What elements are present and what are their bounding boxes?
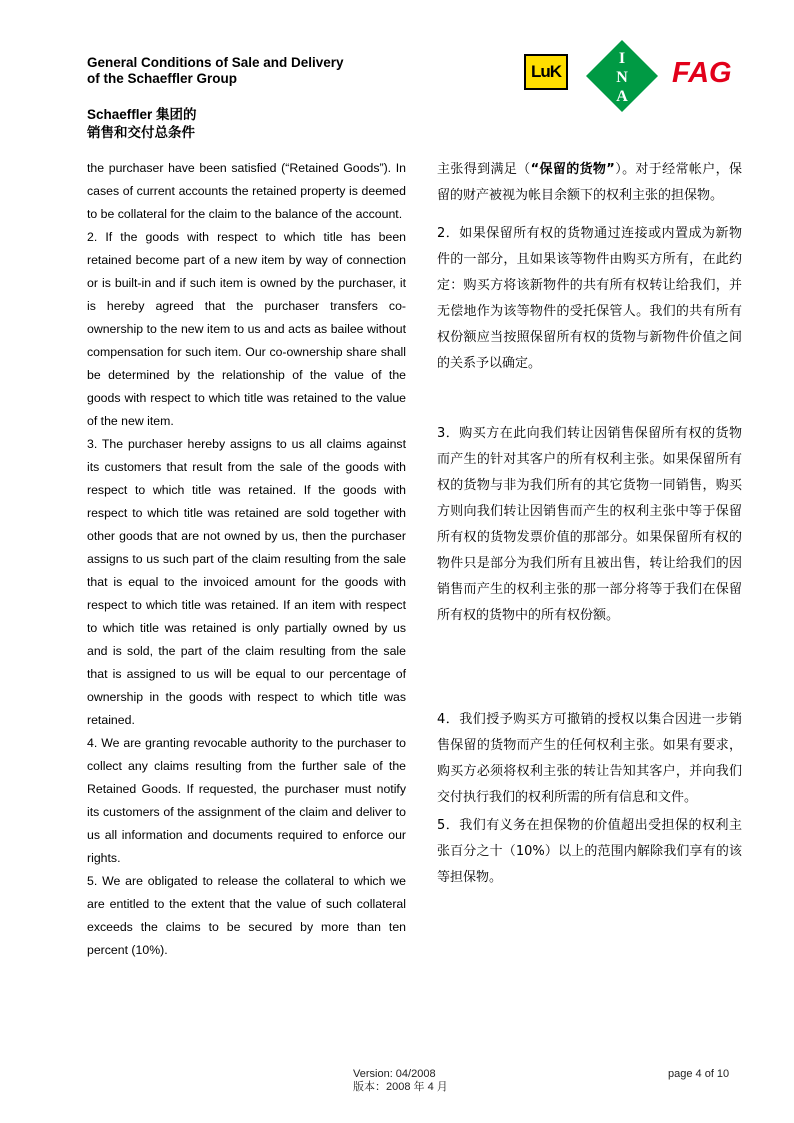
cn-paragraph-5: 5．我们有义务在担保物的价值超出受担保的权利主张百分之十（10%）以上的范围内解除我们享有的该等担保物。 — [437, 818, 742, 885]
page-number: page 4 of 10 — [668, 1068, 730, 1080]
cn-paragraph-1 — [437, 157, 742, 209]
cn-paragraph-3: 3．购买方在此向我们转让因销售保留所有权的货物而产生的针对其客户的所有权利主张。如果保留所有权的货物与非为我们所有的其它货物一同销售，购买方则向我们转让因销售而产生的权利主张中等于保留所有权的货物发票价值的那部分。如果保留所有权的物件只是部分为我们所有且被出售，转让给我们的因销售而产生的权利主张的那一部分将等于我们在保留所有权的货物中的所有权份额。 — [437, 426, 742, 623]
cn-p1-pre: 主张得到满足（ — [437, 162, 531, 177]
version-text: Version: 04/2008 — [353, 1068, 436, 1080]
luk-logo: LuK — [524, 54, 568, 90]
cn-paragraph-4: 4．我们授予购买方可撤销的授权以集合因进一步销售保留的货物而产生的任何权利主张。如果有要求，购买方必须将权利主张的转让告知其客户，并向我们交付执行我们的权利所需的所有信息和文件。 — [437, 712, 742, 805]
cn-p1-bold: “保留的货物” — [530, 162, 615, 177]
ina-letter-n: N — [616, 69, 628, 86]
brand-logos — [524, 40, 746, 110]
fag-logo: FAG — [672, 57, 732, 89]
cn-p1-post: ）。对于经常帐户，保留的财产被视为帐目余额下的权利主张的担保物。 — [437, 162, 742, 203]
cn-paragraph-2: 2．如果保留所有权的货物通过连接或内置成为新物件的一部分，且如果该等物件由购买方所有，在此约定：购买方将该新物件的共有所有权转让给我们，并无偿地作为该等物件的受托保管人。我们的共有所有权份额应当按照保留所有权的货物与新物件价值之间的关系予以确定。 — [437, 226, 742, 371]
en-paragraph-5: 5. We are obligated to release the collateral to which we are entitled to the extent that the value of such collateral exceeds the claims to be secured by more than ten percent (10%). — [87, 874, 406, 957]
chinese-column — [437, 157, 742, 891]
title-line-2: of the Schaeffler Group — [87, 71, 238, 86]
en-paragraph-2: 2. If the goods with respect to which title has been retained become part of a new item by way of connection or is built-in and if such item is owned by the purchaser, it is hereby agreed that the purchaser transfers co-ownership to the new item to us and acts as bailee without compensation for such item. Our co-ownership share shall be determined by the relationship of the value of the goods with respect to which title was retained to the value of the new item. — [87, 230, 406, 428]
ina-letter-i: I — [618, 50, 626, 67]
english-column — [87, 157, 406, 962]
ina-letter-a: A — [616, 88, 628, 105]
version-text-cn: 版本：2008 年 4 月 — [353, 1081, 448, 1093]
en-paragraph-3: 3. The purchaser hereby assigns to us all claims against its customers that result from the sale of the goods with respect to which title was retained. If the goods with respect to which title was retained are sold together with other goods that are not owned by us, then the purchaser assigns to us such part of the claim resulting from the sale that is equal to the invoiced amount for the goods with respect to which title was retained. If an item with respect to which title was retained is only partially owned by us and is sold, the part of the claim resulting from the sale that is assigned to us will be equal to our percentage of ownership in the goods with respect to which title was retained. — [87, 437, 406, 727]
footer-version — [353, 1068, 448, 1094]
title-cn-line-2: 销售和交付总条件 — [87, 125, 195, 140]
document-title-cn — [87, 106, 197, 142]
en-paragraph-1: the purchaser have been satisfied (“Retained Goods”). In cases of current accounts the retained property is deemed to be collateral for the claim to the balance of the account. — [87, 161, 406, 221]
en-paragraph-4: 4. We are granting revocable authority to the purchaser to collect any claims resulting from the further sale of the Retained Goods. If requested, the purchaser must notify its customers of the assignment of the claim and deliver to us all information and documents required to enforce our rights. — [87, 736, 406, 865]
title-line-1: General Conditions of Sale and Delivery — [87, 55, 344, 70]
document-title — [87, 55, 344, 87]
title-cn-line-1: Schaeffler 集团的 — [87, 107, 197, 122]
ina-logo — [586, 40, 658, 112]
